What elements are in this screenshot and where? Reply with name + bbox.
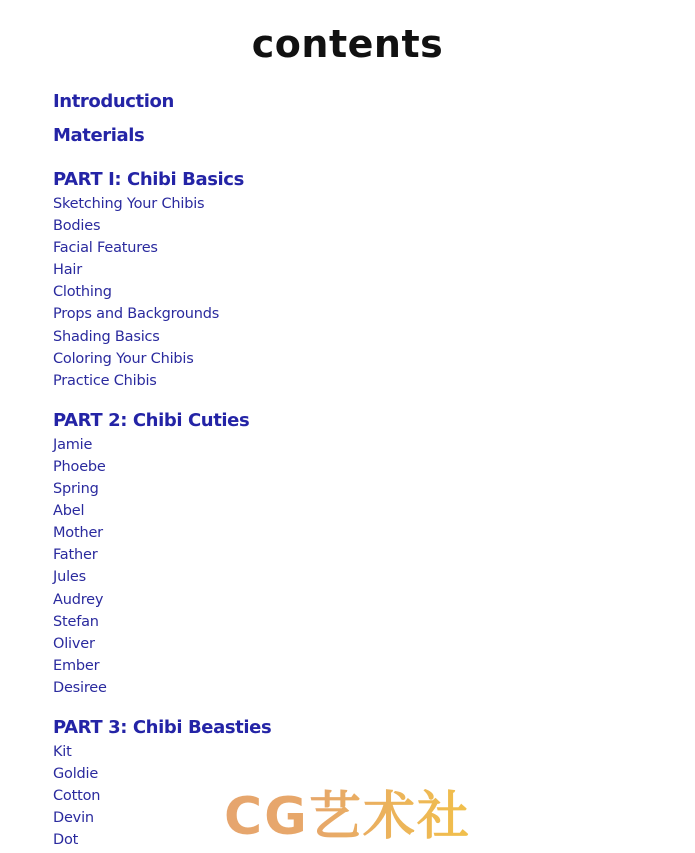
- toc-item[interactable]: Clothing: [53, 284, 112, 301]
- toc-item[interactable]: Practice Chibis: [53, 372, 157, 389]
- toc-item[interactable]: Shading Basics: [53, 328, 160, 345]
- toc-item[interactable]: Kit: [53, 743, 72, 760]
- toc-item[interactable]: Ember: [53, 657, 100, 674]
- toc-item[interactable]: Jules: [53, 569, 86, 586]
- toc-item[interactable]: Goldie: [53, 766, 99, 783]
- toc-item[interactable]: Dot: [53, 832, 79, 849]
- toc-item[interactable]: Coloring Your Chibis: [53, 350, 194, 367]
- part-title[interactable]: PART 2: Chibi Cuties: [53, 409, 250, 431]
- toc-part-1: [53, 168, 653, 392]
- toc-item[interactable]: Devin: [53, 810, 94, 827]
- page-title: contents: [251, 22, 444, 66]
- toc-item[interactable]: Audrey: [53, 591, 104, 608]
- toc-item[interactable]: Props and Backgrounds: [53, 306, 220, 323]
- table-of-contents: [53, 90, 653, 853]
- toc-item[interactable]: Sketching Your Chibis: [53, 196, 205, 212]
- toc-item[interactable]: Hair: [53, 262, 82, 279]
- toc-item[interactable]: Spring: [53, 481, 99, 498]
- part-title[interactable]: PART 3: Chibi Beasties: [53, 716, 272, 738]
- toc-item[interactable]: Mother: [53, 525, 103, 542]
- toc-part-2: [53, 409, 653, 699]
- toc-item[interactable]: Abel: [53, 503, 85, 520]
- toc-item[interactable]: Jamie: [53, 436, 93, 453]
- toc-item[interactable]: Phoebe: [53, 458, 106, 475]
- toc-item[interactable]: Oliver: [53, 635, 95, 652]
- watermark-logo: CG艺术社: [224, 787, 471, 847]
- toc-entry-materials[interactable]: Materials: [53, 125, 145, 146]
- toc-item[interactable]: Desiree: [53, 679, 107, 696]
- toc-item[interactable]: Bodies: [53, 218, 101, 235]
- part-title[interactable]: PART I: Chibi Basics: [53, 169, 244, 190]
- toc-entry-introduction[interactable]: Introduction: [53, 91, 174, 112]
- toc-item[interactable]: Cotton: [53, 788, 101, 805]
- toc-item[interactable]: Stefan: [53, 613, 99, 630]
- toc-item[interactable]: Facial Features: [53, 240, 158, 257]
- toc-item[interactable]: Father: [53, 547, 98, 564]
